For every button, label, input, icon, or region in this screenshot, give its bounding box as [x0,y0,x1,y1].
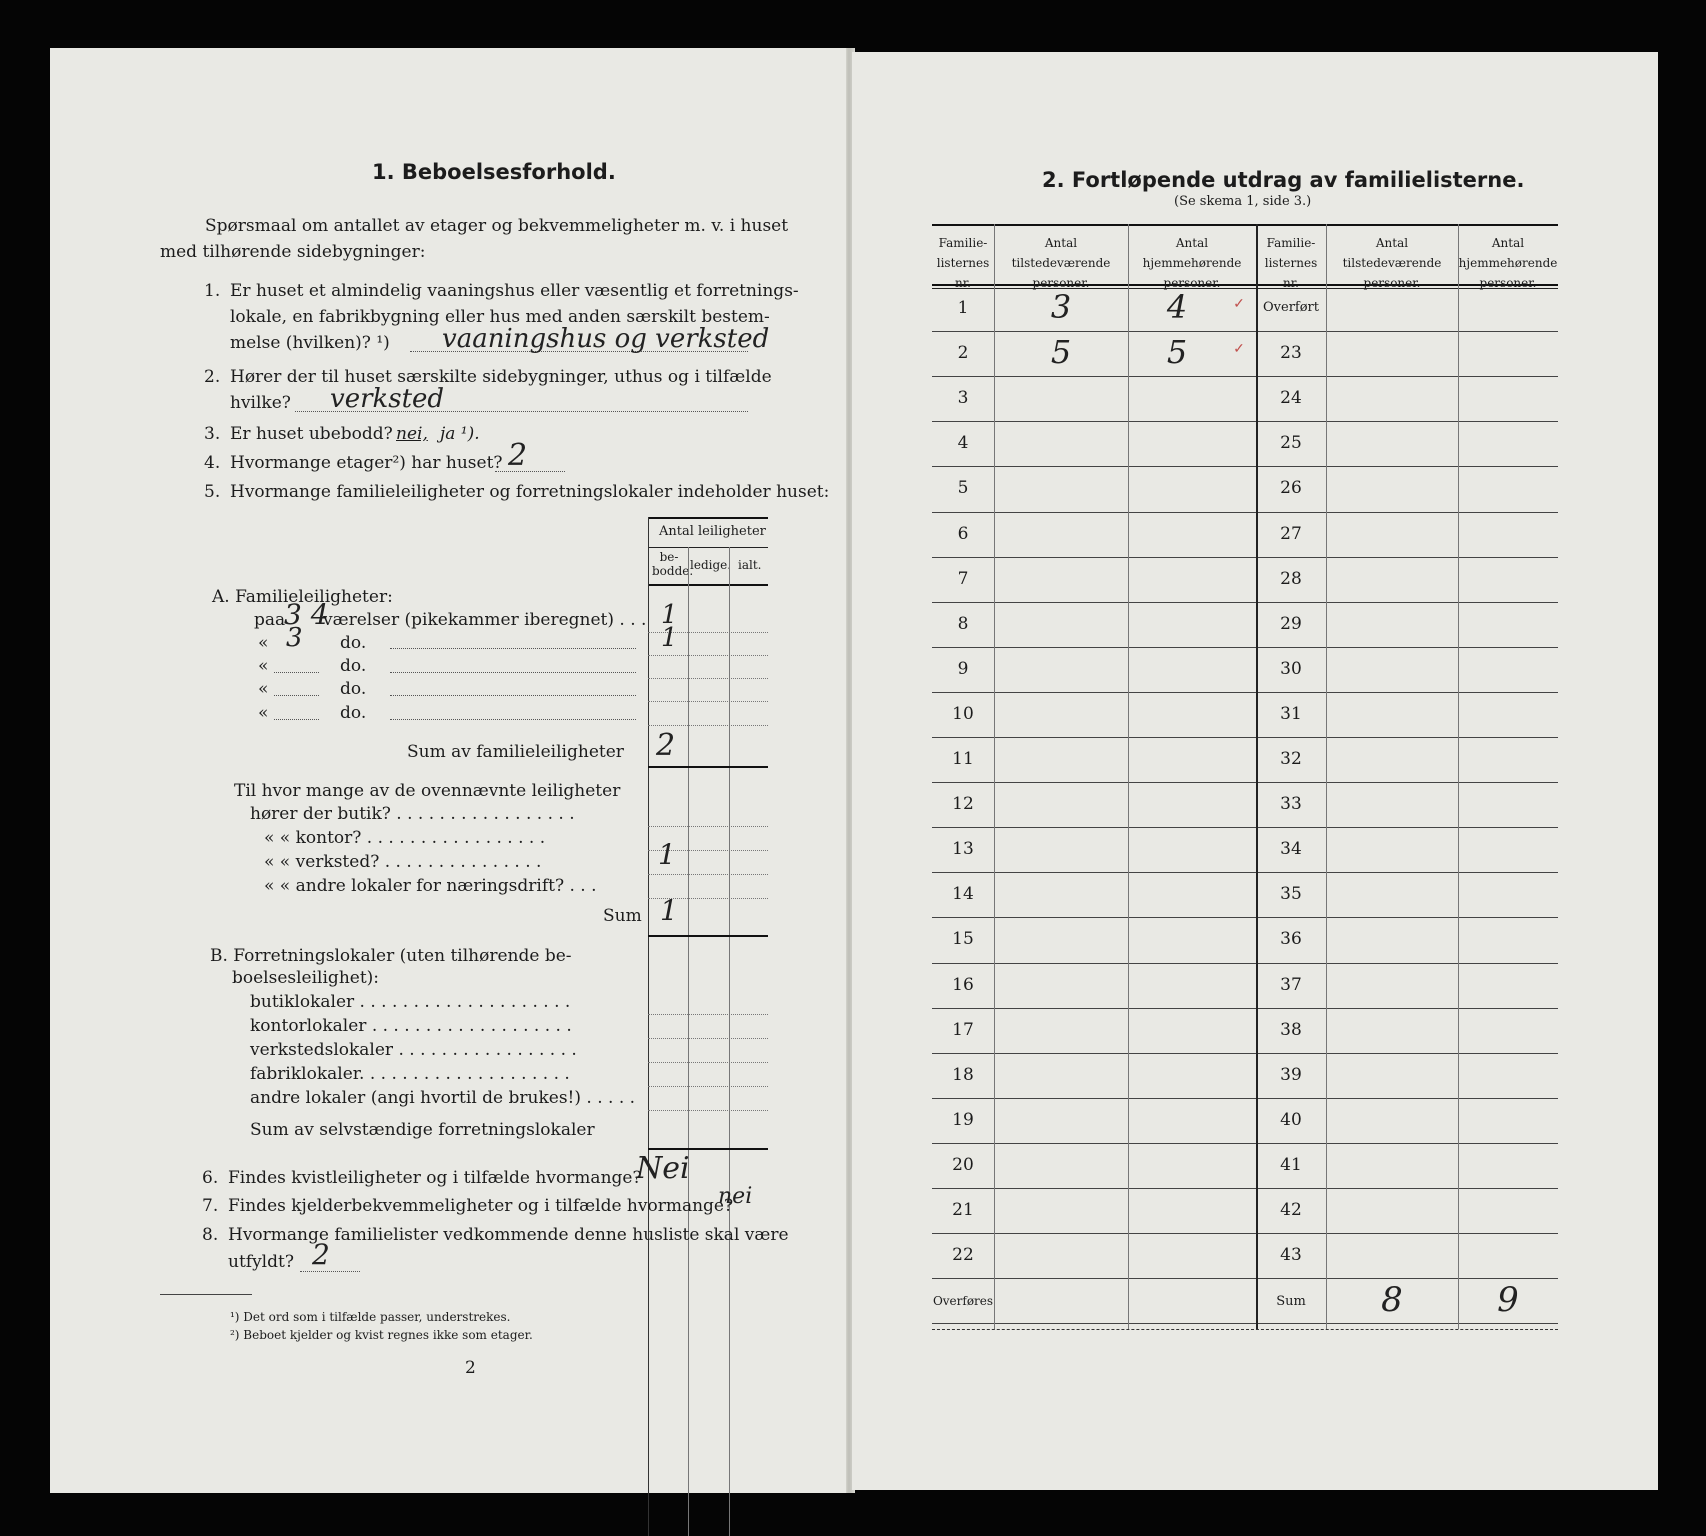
section-2-subtitle: (Se skema 1, side 3.) [1174,194,1312,209]
shops-verksted-value: 1 [658,838,676,871]
table-row-rule [932,1188,1558,1189]
header-nr-b-1: Familie- [1266,236,1316,250]
header-hjemme-b-2: hjemmehørende [1458,256,1558,270]
shops-verksted: « « verksted? . . . . . . . . . . . . . . . [264,852,542,872]
col-bebodde-header-1: be- [659,550,679,564]
table-row-rule [932,692,1558,693]
shops-sum-label: Sum [603,906,642,926]
b-sum-rule [648,1148,768,1150]
row-number-left: 15 [952,929,974,950]
table-col-divider-1 [688,547,689,1536]
row-number-right: 33 [1280,794,1302,815]
row-a5-leader [390,719,636,720]
q1-line-1: Er huset et almindelig vaaningshus eller væsentlig et forretnings- [230,281,799,301]
row-a4-label: do. [340,679,367,699]
row-number-right: 28 [1280,568,1302,589]
header-hjemme-b-1: Antal [1491,236,1525,250]
row-number-left: 5 [957,478,969,499]
col-ialt-header: ialt. [738,558,762,572]
row-number-right: 40 [1280,1109,1302,1130]
table-header-bottom-rule [648,584,768,586]
table-col-divider [1458,224,1459,1329]
row-number-left: 10 [952,703,974,724]
row-a3-rule [648,678,768,679]
row-a3-leader [390,672,636,673]
row-a5-prefix: « [258,703,269,723]
row-number-left: 4 [957,433,969,454]
header-tilstede-a-1: Antal [1044,236,1078,250]
b-verkstedslokaler: verkstedslokaler . . . . . . . . . . . . . . . . . [250,1040,577,1060]
q7-text: Findes kjelderbekvemmeligheter og i tilfælde hvormange? [228,1196,734,1216]
shops-sum-rule [648,935,768,937]
table-row-rule [932,782,1558,783]
table-row-rule [932,1143,1558,1144]
q2-line-2: hvilke? [230,393,291,413]
table-row-rule [932,737,1558,738]
row-number-right: 34 [1280,839,1302,860]
row-number-right: 37 [1280,974,1302,995]
table-row-rule [932,1098,1558,1099]
row-number-right: 26 [1280,478,1302,499]
row-number-right: 32 [1280,749,1302,769]
q2-number: 2. [204,367,221,387]
row-number-right: 43 [1280,1245,1302,1266]
row-tilstede-value: 5 [1050,333,1072,372]
table-row-rule [932,917,1558,918]
row-number-left: 2 [957,343,969,364]
b-butiklokaler: butiklokaler . . . . . . . . . . . . . . . . . . . . [250,992,571,1012]
table-col-divider [1128,224,1129,1329]
sum-familieleiligheter-label: Sum av familieleiligheter [407,742,624,762]
row-number-right: 31 [1280,703,1302,724]
row-number-left: 18 [952,1064,974,1085]
row-number-left: 7 [957,568,969,589]
row-a3-prefix: « [258,656,269,676]
row-a1-bebodde: 1 [661,600,678,630]
page-number: 2 [465,1358,476,1378]
q3-number: 3. [204,424,221,444]
table-row-rule [932,421,1558,422]
shops-verksted-rule [648,874,768,875]
row-a2-leader [390,648,636,649]
q8-number: 8. [202,1225,219,1245]
row-a5-rooms-line [274,719,319,720]
header-tilstede-b-1: Antal [1375,236,1409,250]
q2-line-1: Hører der til huset særskilte sidebygninger, uthus og i tilfælde [230,367,772,387]
shops-sum-value: 1 [660,894,678,927]
row-a2-rule [648,655,768,656]
footnote-2: ²) Beboet kjelder og kvist regnes ikke som etager. [230,1328,533,1342]
header-nr-b-3: nr. [1283,276,1299,290]
table-row-rule [932,1053,1558,1054]
header-nr-a-2: listernes [936,256,990,270]
shops-kontor: « « kontor? . . . . . . . . . . . . . . . . . [264,828,546,848]
table-col-divider [1326,224,1327,1329]
q2-answer: verksted [330,384,445,414]
q1-answer: vaaningshus og verksted [442,324,770,354]
col-ledige-header: ledige. [690,558,732,572]
sum-hjemme-value: 9 [1497,1280,1519,1321]
row-hjemme-value: 4 [1166,288,1188,326]
row-hjemme-value: 5 [1166,333,1188,372]
q8-answer-line [300,1271,360,1272]
row-a3-rooms-line [274,672,319,673]
table-row-rule [932,1233,1558,1234]
q1-line-3: melse (hvilken)? ¹) [230,333,390,353]
q4-answer: 2 [508,438,528,473]
header-tilstede-b-3: personer. [1363,276,1421,290]
b-fabriklokaler: fabriklokaler. . . . . . . . . . . . . . . . . . . . [250,1064,570,1084]
section-2-title: 2. Fortløpende utdrag av familielisterne. [1042,168,1525,192]
row-number-left: 3 [957,388,969,409]
header-hjemme-a-2: hjemmehørende [1142,256,1242,270]
q3-text: Er huset ubebodd? [230,424,393,444]
q8-line-1: Hvormange familielister vedkommende denne husliste skal være [228,1225,789,1245]
row-number-right: 29 [1280,613,1302,634]
col-bebodde-header [652,550,694,578]
q4-text: Hvormange etager²) har huset? [230,453,503,473]
row-number-right: 41 [1280,1154,1302,1175]
row-a5-label: do. [340,703,367,723]
table-group-rule [648,547,768,548]
row-number-right: 35 [1280,884,1302,905]
q8-answer: 2 [312,1238,330,1271]
intro-line-2: med tilhørende sidebygninger: [160,242,426,262]
b-andre-rule [648,1110,768,1111]
header-nr-a-3: nr. [955,276,971,290]
check-mark: ✓ [1233,296,1245,312]
b-kontor-rule [648,1038,768,1039]
row-number-left: 12 [952,794,974,815]
row-number-right: Overført [1263,300,1319,315]
sum-familieleiligheter-value: 2 [656,728,676,763]
footer-sum-label: Sum [1276,1294,1306,1310]
sum-tilstede-value: 8 [1381,1280,1403,1321]
q5-number: 5. [204,482,221,502]
sum-a-rule [648,766,768,768]
left-page [50,48,847,1493]
row-number-left: 1 [957,298,969,318]
table-row-rule [932,331,1558,332]
table-row-rule [932,872,1558,873]
col-bebodde-header-2: bodde. [652,564,694,578]
table-row-rule [932,557,1558,558]
table-row-rule [932,1008,1558,1009]
row-number-right: 25 [1280,433,1302,454]
row-a4-leader [390,695,636,696]
row-a1-rooms: 3 4 [284,598,329,631]
row-a2-prefix: « [258,633,269,653]
section-a-heading: A. Familieleiligheter: [212,587,393,607]
row-a4-rule [648,701,768,702]
row-number-right: 30 [1280,658,1302,679]
b-andre-lokaler: andre lokaler (angi hvortil de brukes!) . . . . . [250,1088,636,1108]
shops-intro: Til hvor mange av de ovennævnte leiligheter [234,781,621,801]
table-row-rule [932,1278,1558,1279]
b-butik-rule [648,1014,768,1015]
row-tilstede-value: 3 [1050,288,1072,326]
right-page [852,52,1658,1490]
row-number-left: 13 [952,839,974,860]
section-b-heading-1: B. Forretningslokaler (uten tilhørende be- [210,946,572,966]
row-number-right: 36 [1280,929,1302,950]
row-number-left: 17 [952,1019,974,1040]
table-row-rule [932,1323,1558,1324]
row-number-left: 22 [952,1245,974,1266]
intro-line-1: Spørsmaal om antallet av etager og bekvemmeligheter m. v. i huset [205,216,789,236]
table-row-rule [932,512,1558,513]
table-col-divider-2 [729,547,730,1536]
row-number-right: 42 [1280,1200,1302,1220]
table-group-header: Antal leiligheter [659,524,766,539]
table-row-rule [932,376,1558,377]
row-a1-prefix: paa [254,610,286,630]
header-tilstede-b-2: tilstedeværende [1342,256,1442,270]
footer-overfores: Overføres [932,1294,994,1309]
table-row-rule [932,963,1558,964]
row-a1-label: værelser (pikekammer iberegnet) . . . [323,610,647,630]
row-number-left: 21 [952,1200,974,1220]
row-number-left: 19 [952,1109,974,1130]
table-bottom-rule [932,1329,1558,1330]
q8-line-2: utfyldt? [228,1252,294,1272]
b-sum-label: Sum av selvstændige forretningslokaler [250,1120,595,1140]
q4-number: 4. [204,453,221,473]
row-a2-label: do. [340,633,367,653]
section-b-heading-2: boelsesleilighet): [232,968,380,988]
footnote-1: ¹) Det ord som i tilfælde passer, understrekes. [230,1310,511,1324]
q4-answer-line [495,471,565,472]
row-a5-rule [648,725,768,726]
row-number-right: 39 [1280,1064,1302,1085]
table-top-rule [648,517,768,519]
header-tilstede-a-3: personer. [1032,276,1090,290]
table-row-rule [932,827,1558,828]
row-number-right: 27 [1280,523,1302,544]
row-a4-prefix: « [258,679,269,699]
row-number-right: 38 [1280,1019,1302,1040]
row-a3-label: do. [340,656,367,676]
q3-option-nei: nei, [396,424,428,444]
table-row-rule [932,602,1558,603]
b-verksted-rule [648,1062,768,1063]
table-row-rule [932,647,1558,648]
table-left-border [648,517,649,1536]
table-row-rule [932,466,1558,467]
header-hjemme-a-1: Antal [1175,236,1209,250]
row-number-right: 23 [1280,343,1302,364]
q3-option-ja: ja ¹). [440,424,480,444]
row-number-left: 16 [952,974,974,995]
shops-andre: « « andre lokaler for næringsdrift? . . . [264,876,597,896]
q1-number: 1. [204,281,221,301]
footnote-rule [160,1294,252,1295]
header-hjemme-a-3: personer. [1163,276,1221,290]
header-hjemme-b-3: personer. [1479,276,1537,290]
row-number-right: 24 [1280,388,1302,409]
table-col-divider [994,224,995,1329]
header-tilstede-a-2: tilstedeværende [1011,256,1111,270]
row-number-left: 6 [957,523,969,544]
q5-text: Hvormange familieleiligheter og forretningslokaler indeholder huset: [230,482,830,502]
header-nr-a-1: Familie- [938,236,988,250]
q6-number: 6. [202,1168,219,1188]
shops-butik-rule [648,826,768,827]
row-number-left: 20 [952,1154,974,1175]
row-a2-rooms: 3 [286,623,303,653]
row-a2-bebodde: 1 [661,623,678,653]
b-kontorlokaler: kontorlokaler . . . . . . . . . . . . . . . . . . . [250,1016,572,1036]
section-1-title: 1. Beboelsesforhold. [372,160,616,184]
q6-answer: Nei [636,1151,690,1186]
row-number-left: 9 [957,658,969,679]
b-fabrik-rule [648,1086,768,1087]
q7-answer: nei [718,1184,753,1209]
row-number-left: 14 [952,884,974,905]
shops-butik: hører der butik? . . . . . . . . . . . . . . . . . [250,804,575,824]
q1-line-2: lokale, en fabrikbygning eller hus med anden særskilt bestem- [230,307,770,327]
check-mark: ✓ [1233,341,1245,358]
header-nr-b-2: listernes [1264,256,1318,270]
row-number-left: 11 [952,749,974,769]
row-number-left: 8 [957,613,969,634]
q6-text: Findes kvistleiligheter og i tilfælde hvormange? [228,1168,642,1188]
table-top-rule [932,224,1558,226]
q7-number: 7. [202,1196,219,1216]
row-a4-rooms-line [274,695,319,696]
